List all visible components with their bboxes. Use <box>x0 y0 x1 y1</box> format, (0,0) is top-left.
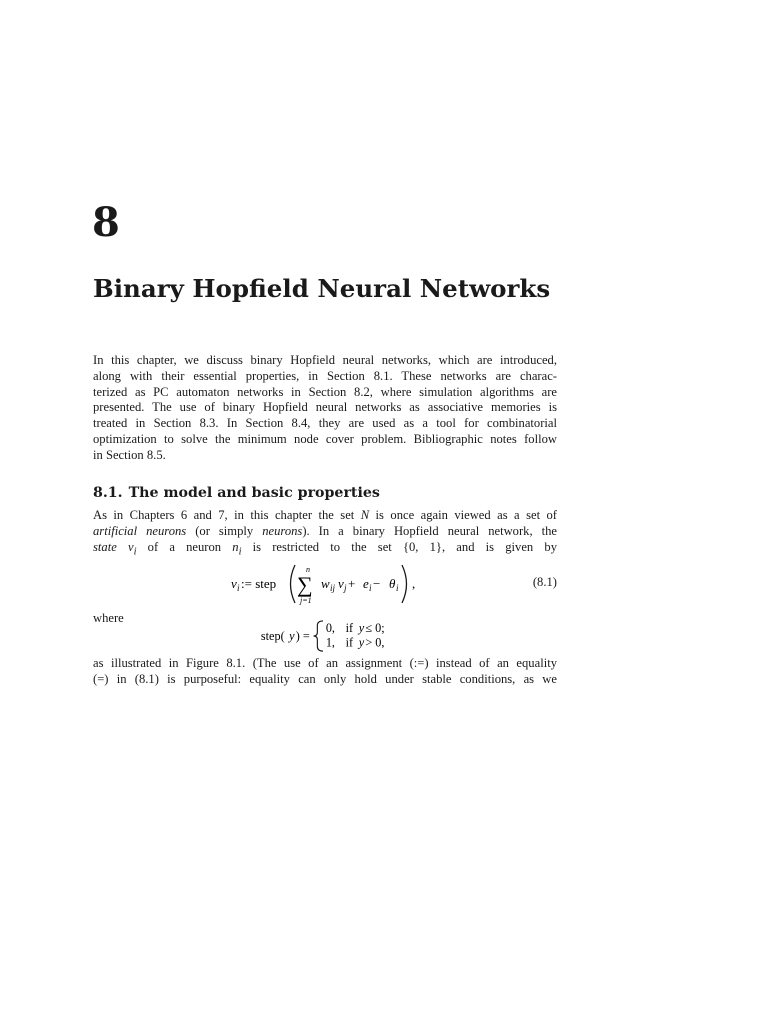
eq-assign: := step <box>241 576 277 591</box>
continuation-line: (=) in (8.1) is purposeful: equality can only hold under stable conditions, as we <box>93 671 557 686</box>
chapter-title: Binary Hopfield Neural Networks <box>93 274 551 303</box>
sum-lower: j=1 <box>300 596 312 605</box>
eq-plus: + <box>348 576 356 591</box>
text-run: of a neuron <box>136 539 233 554</box>
section-heading <box>93 485 380 501</box>
equation-label: (8.1) <box>532 575 557 589</box>
math-var: N <box>360 508 370 522</box>
eq-theta-sub: i <box>396 583 399 593</box>
intro-line: treated in Section 8.3. In Section 8.4, they are used as a tool for combinatorial <box>93 416 557 431</box>
math-sub: i <box>133 546 137 558</box>
eq-w-sub: ij <box>330 583 336 593</box>
equation-body <box>231 562 531 606</box>
text-run: is restricted to the set {0, 1}, and is given by <box>241 539 557 554</box>
eq-theta: θ <box>389 576 396 591</box>
eq-trail: , <box>412 576 416 591</box>
math-sub: i <box>238 546 242 558</box>
cases-lhs-end: ) = <box>295 628 310 643</box>
intro-line: In this chapter, we discuss binary Hopfield neural networks, which are introduced, <box>93 353 557 367</box>
eq-v-sub: j <box>344 583 347 593</box>
eq-lhs-sub: i <box>237 583 240 593</box>
where-text: where <box>93 611 124 625</box>
eq-w: w <box>321 576 330 591</box>
section-line-1 <box>93 508 557 524</box>
eq-e: e <box>363 576 369 591</box>
text-run: ). In a binary Hopfield neural network, the <box>302 523 558 538</box>
section-line-3 <box>93 540 557 560</box>
case2-value: 1, <box>325 635 335 650</box>
chapter-number: 8 <box>92 199 120 246</box>
case2-cond-a: if <box>345 635 354 650</box>
case1-value: 0, <box>325 621 335 636</box>
case1-cond-a: if <box>345 621 354 636</box>
intro-line: presented. The use of binary Hopfield neural networks as associative memories is <box>93 400 557 415</box>
right-paren <box>402 565 407 603</box>
case2-cond-b: > 0, <box>365 635 385 650</box>
left-brace <box>314 621 323 651</box>
math-var: v <box>127 539 134 554</box>
case2-var: y <box>358 635 365 650</box>
intro-line: optimization to solve the minimum node cover problem. Bibliographic notes follow <box>93 431 557 446</box>
eq-e-sub: i <box>369 583 372 593</box>
eq-v: v <box>338 576 344 591</box>
cases-lhs-var: y <box>289 628 295 643</box>
emphasis: state <box>93 539 117 554</box>
step-function-cases <box>255 620 455 652</box>
intro-paragraph <box>93 353 557 464</box>
sum-upper: n <box>306 565 310 574</box>
section-paragraph <box>93 508 557 560</box>
equation-8-1 <box>93 562 557 606</box>
math-var: n <box>232 539 239 554</box>
emphasis: neurons <box>262 523 303 538</box>
left-paren <box>291 565 296 603</box>
intro-line: in Section 8.5. <box>93 447 166 462</box>
intro-line: along with their essential properties, in Section 8.1. These networks are charac- <box>93 368 557 383</box>
sum-symbol: ∑ <box>297 572 313 597</box>
text-run: (or simply <box>186 523 263 538</box>
case1-var: y <box>358 621 365 636</box>
section-line-2 <box>93 524 557 540</box>
case1-cond-b: ≤ 0; <box>365 621 385 636</box>
emphasis: artificial neurons <box>93 523 187 538</box>
cases-lhs: step( <box>260 628 285 643</box>
eq-lhs: v <box>231 576 237 591</box>
continuation-line: as illustrated in Figure 8.1. (The use of an assignment (:=) instead of an equality <box>93 656 557 670</box>
continuation-paragraph <box>93 656 557 688</box>
text-run: As in Chapters 6 and 7, in this chapter the set <box>93 508 361 522</box>
eq-minus: − <box>373 576 381 591</box>
text-run: is once again viewed as a set of <box>369 508 557 522</box>
intro-line: terized as PC automaton networks in Section 8.2, where simulation algorithms are <box>93 384 557 399</box>
section-number: 8.1. <box>93 485 123 501</box>
section-title: The model and basic properties <box>128 485 380 501</box>
